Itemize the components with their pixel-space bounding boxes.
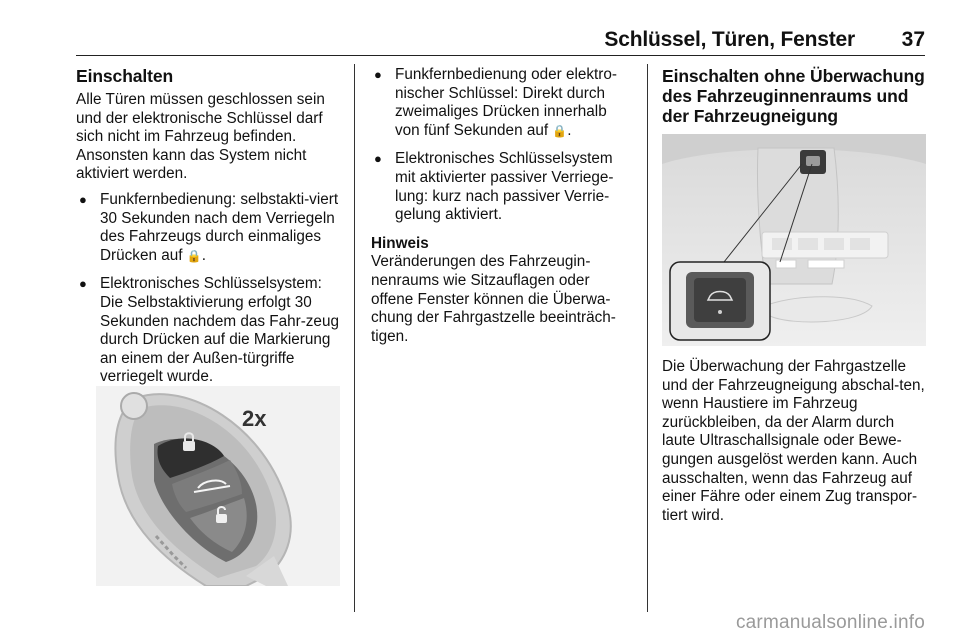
note-title: Hinweis [371,234,429,252]
lock-icon: 🔒 [186,248,202,263]
column-1 [76,66,340,397]
page-header [76,28,925,56]
column-3-body [662,358,926,532]
key-fob-figure [96,386,340,586]
press-count-label: 2x [242,406,267,431]
bullet-list [76,191,340,387]
list-item-text: Elektronisches Schlüsselsystem mit aktivierter passiver Verriege-lung: kurz nach passiver Verrie-gelung aktiviert. [395,150,614,224]
overhead-console-figure [662,134,926,346]
overhead-console-illustration [662,134,926,346]
bullet-icon: ● [79,191,87,207]
list-item-text: Elektronisches Schlüsselsystem: Die Selbstaktivierung erfolgt 30 Sekunden nachdem das Fahr-zeug durch Drücken auf die Markierung an einem der Außen-türgriffe verriegelt wurde. [100,275,339,386]
bullet-icon: ● [374,151,382,167]
list-item-text: Funkfernbedienung oder elektro-nischer Schlüssel: Direkt durch zweimaliges Drücken innerhalb von fünf Sekunden auf [395,66,617,139]
section-heading-einschalten: Einschalten [76,66,174,86]
bullet-icon: ● [79,276,87,292]
column-2 [371,66,633,353]
intro-paragraph: Alle Türen müssen geschlossen sein und der elektronische Schlüssel darf sich nicht im Fahrzeug befinden. Ansonsten kann das System nicht aktiviert werden. [76,91,325,183]
list-item [76,275,340,387]
list-item: ● Funkfernbedienung: selbstakti-viert 30 Sekunden nach dem Verriegeln des Fahrzeugs durch einmaliges Drücken auf 🔒. [79,190,339,264]
body-paragraph: Die Überwachung der Fahrgastzelle und der Fahrzeugneigung abschal-ten, wenn Haustiere im Fahrzeug zurückbleiben, da der Alarm durch laute Ultraschallsignale oder Bewe-gungen ausgelöst werden kann. Auch ausschalten, wenn das Fahrzeug auf einer Fähre oder einem Zug transpor-tiert wird. [662,358,925,524]
column-divider-1 [354,64,355,612]
bullet-icon: ● [374,67,382,82]
list-item-text: Funkfernbedienung: selbstakti-viert 30 Sekunden nach dem Verriegeln des Fahrzeugs durch einmaliges Drücken auf [100,190,339,264]
list-item [371,150,633,224]
column-3 [662,66,926,131]
bullet-list [371,66,633,225]
watermark: carmanualsonline.info [735,612,925,633]
header-rule [76,55,925,56]
page-title: Schlüssel, Türen, Fenster [604,28,855,51]
note-text: Veränderungen des Fahrzeugin-nenraums wie Sitzauflagen oder offene Fenster können die Überwa-chung der Fahrgastzelle beeinträch-tigen. [371,253,616,345]
list-item: ● Funkfernbedienung oder elektro-nischer Schlüssel: Direkt durch zweimaliges Drücken innerhalb von fünf Sekunden auf 🔒. [374,66,617,139]
page-number: 37 [901,28,925,51]
lock-icon: 🔒 [552,123,568,138]
column-divider-2 [647,64,648,612]
key-fob-illustration [96,386,340,586]
section-heading-ohne-ueberwachung: Einschalten ohne Überwachung des Fahrzeuginnenraums und der Fahrzeugneigung [662,66,925,126]
